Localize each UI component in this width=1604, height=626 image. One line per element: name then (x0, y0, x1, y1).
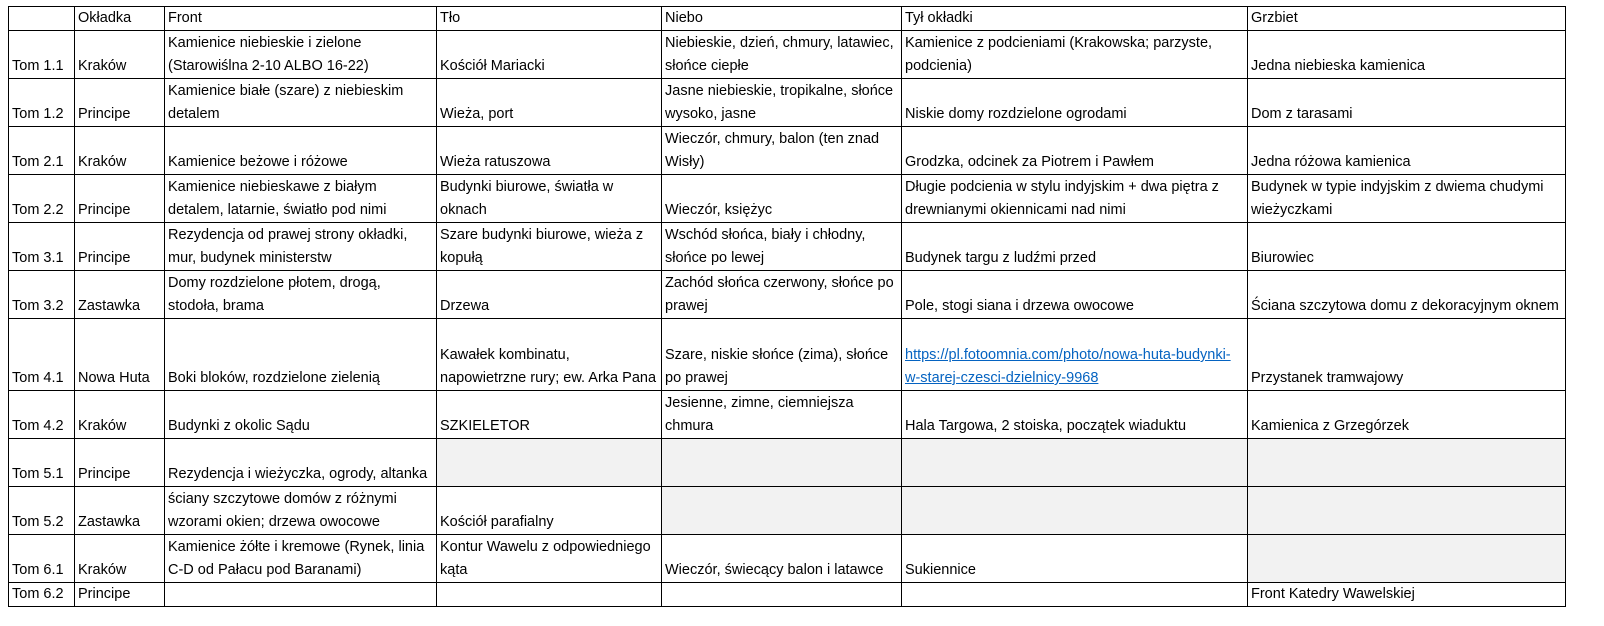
table-row (9, 439, 1566, 487)
cell-front[interactable]: Rezydencja od prawej strony okładki, mur, budynek ministerstw (165, 223, 437, 271)
cell-front[interactable]: Kamienice niebieskie i zielone (Starowiślna 2-10 ALBO 16-22) (165, 31, 437, 79)
cell-grzbiet[interactable]: Kamienica z Grzegórzek (1248, 391, 1566, 439)
cell-okladka[interactable]: Zastawka (75, 487, 165, 535)
cell-front[interactable] (165, 583, 437, 607)
cell-tlo[interactable]: Kościół Mariacki (437, 31, 662, 79)
cell-okladka[interactable]: Kraków (75, 391, 165, 439)
cell-niebo[interactable]: Jesienne, zimne, ciemniejsza chmura (662, 391, 902, 439)
table-row (9, 175, 1566, 223)
cell-okladka[interactable]: Zastawka (75, 271, 165, 319)
table-row (9, 535, 1566, 583)
cell-niebo[interactable]: Wschód słońca, biały i chłodny, słońce po lewej (662, 223, 902, 271)
cell-tom[interactable]: Tom 6.1 (9, 535, 75, 583)
cell-niebo[interactable]: Wieczór, chmury, balon (ten znad Wisły) (662, 127, 902, 175)
cell-tyl[interactable]: Grodzka, odcinek za Piotrem i Pawłem (902, 127, 1248, 175)
cell-tom[interactable]: Tom 2.2 (9, 175, 75, 223)
cell-tlo[interactable]: Szare budynki biurowe, wieża z kopułą (437, 223, 662, 271)
cell-grzbiet[interactable]: Jedna niebieska kamienica (1248, 31, 1566, 79)
cell-tyl[interactable] (902, 319, 1248, 391)
cell-tom[interactable]: Tom 5.2 (9, 487, 75, 535)
cell-niebo[interactable]: Zachód słońca czerwony, słońce po prawej (662, 271, 902, 319)
cell-okladka[interactable]: Kraków (75, 535, 165, 583)
cell-tlo[interactable]: Kontur Wawelu z odpowiedniego kąta (437, 535, 662, 583)
cell-front[interactable]: Budynki z okolic Sądu (165, 391, 437, 439)
cell-grzbiet[interactable] (1248, 487, 1566, 535)
cell-okladka[interactable]: Principe (75, 583, 165, 607)
cell-tlo[interactable]: Budynki biurowe, światła w oknach (437, 175, 662, 223)
cell-tom[interactable]: Tom 5.1 (9, 439, 75, 487)
cell-front[interactable]: Boki bloków, rozdzielone zielenią (165, 319, 437, 391)
cell-niebo[interactable] (662, 439, 902, 487)
header-cell-corner[interactable] (9, 7, 75, 31)
cell-tlo[interactable] (437, 583, 662, 607)
header-cell-okladka[interactable]: Okładka (75, 7, 165, 31)
header-cell-tlo[interactable]: Tło (437, 7, 662, 31)
cell-tom[interactable]: Tom 1.1 (9, 31, 75, 79)
cell-tom[interactable]: Tom 3.1 (9, 223, 75, 271)
cell-grzbiet[interactable]: Przystanek tramwajowy (1248, 319, 1566, 391)
cell-front[interactable]: Kamienice beżowe i różowe (165, 127, 437, 175)
cell-grzbiet[interactable] (1248, 535, 1566, 583)
cell-tyl[interactable]: Hala Targowa, 2 stoiska, początek wiaduktu (902, 391, 1248, 439)
cell-niebo[interactable]: Szare, niskie słońce (zima), słońce po prawej (662, 319, 902, 391)
cell-niebo[interactable]: Jasne niebieskie, tropikalne, słońce wysoko, jasne (662, 79, 902, 127)
table-row (9, 583, 1566, 607)
cell-tom[interactable]: Tom 2.1 (9, 127, 75, 175)
table-row (9, 31, 1566, 79)
cell-tlo[interactable]: Wieża, port (437, 79, 662, 127)
cell-tyl[interactable]: Długie podcienia w stylu indyjskim + dwa piętra z drewnianymi okiennicami nad nimi (902, 175, 1248, 223)
spreadsheet-table (8, 6, 1566, 607)
cell-tyl[interactable]: Sukiennice (902, 535, 1248, 583)
cell-grzbiet[interactable]: Front Katedry Wawelskiej (1248, 583, 1566, 607)
cell-grzbiet[interactable] (1248, 439, 1566, 487)
header-cell-tyl[interactable]: Tył okładki (902, 7, 1248, 31)
cell-okladka[interactable]: Principe (75, 79, 165, 127)
table-row (9, 319, 1566, 391)
table-row (9, 487, 1566, 535)
cell-grzbiet[interactable]: Biurowiec (1248, 223, 1566, 271)
cell-okladka[interactable]: Kraków (75, 127, 165, 175)
table-row (9, 391, 1566, 439)
cell-tyl[interactable] (902, 487, 1248, 535)
cell-front[interactable]: Kamienice żółte i kremowe (Rynek, linia C-D od Pałacu pod Baranami) (165, 535, 437, 583)
cell-okladka[interactable]: Nowa Huta (75, 319, 165, 391)
cell-niebo[interactable]: Wieczór, księżyc (662, 175, 902, 223)
cell-grzbiet[interactable]: Jedna różowa kamienica (1248, 127, 1566, 175)
cell-tyl[interactable] (902, 439, 1248, 487)
header-cell-grzbiet[interactable]: Grzbiet (1248, 7, 1566, 31)
table-row (9, 79, 1566, 127)
cell-tom[interactable]: Tom 4.1 (9, 319, 75, 391)
cell-okladka[interactable]: Principe (75, 223, 165, 271)
table-row (9, 223, 1566, 271)
cell-tlo[interactable]: Drzewa (437, 271, 662, 319)
cell-front[interactable]: Kamienice niebieskawe z białym detalem, latarnie, światło pod nimi (165, 175, 437, 223)
cell-grzbiet[interactable]: Dom z tarasami (1248, 79, 1566, 127)
cell-tom[interactable]: Tom 1.2 (9, 79, 75, 127)
cell-tyl[interactable] (902, 583, 1248, 607)
header-cell-niebo[interactable]: Niebo (662, 7, 902, 31)
cell-niebo[interactable]: Niebieskie, dzień, chmury, latawiec, słońce ciepłe (662, 31, 902, 79)
cell-tlo[interactable]: Kawałek kombinatu, napowietrzne rury; ew. Arka Pana (437, 319, 662, 391)
cell-front[interactable]: ściany szczytowe domów z różnymi wzorami okien; drzewa owocowe (165, 487, 437, 535)
cell-tyl[interactable]: Kamienice z podcieniami (Krakowska; parzyste, podcienia) (902, 31, 1248, 79)
cell-tyl[interactable]: Pole, stogi siana i drzewa owocowe (902, 271, 1248, 319)
table-row (9, 127, 1566, 175)
cell-niebo[interactable] (662, 583, 902, 607)
cell-tlo[interactable]: Kościół parafialny (437, 487, 662, 535)
cell-tlo[interactable]: SZKIELETOR (437, 391, 662, 439)
cell-tom[interactable]: Tom 6.2 (9, 583, 75, 607)
cell-tlo[interactable] (437, 439, 662, 487)
cell-grzbiet[interactable]: Budynek w typie indyjskim z dwiema chudymi wieżyczkami (1248, 175, 1566, 223)
cell-tom[interactable]: Tom 4.2 (9, 391, 75, 439)
header-row (9, 7, 1566, 31)
cell-front[interactable]: Rezydencja i wieżyczka, ogrody, altanka (165, 439, 437, 487)
cell-tyl[interactable]: Niskie domy rozdzielone ogrodami (902, 79, 1248, 127)
cell-grzbiet[interactable]: Ściana szczytowa domu z dekoracyjnym oknem (1248, 271, 1566, 319)
header-cell-front[interactable]: Front (165, 7, 437, 31)
cell-okladka[interactable]: Principe (75, 175, 165, 223)
cell-front[interactable]: Kamienice białe (szare) z niebieskim detalem (165, 79, 437, 127)
cell-niebo[interactable] (662, 487, 902, 535)
table-row (9, 271, 1566, 319)
cell-okladka[interactable]: Principe (75, 439, 165, 487)
cell-tlo[interactable]: Wieża ratuszowa (437, 127, 662, 175)
cell-niebo[interactable]: Wieczór, świecący balon i latawce (662, 535, 902, 583)
cell-tom[interactable]: Tom 3.2 (9, 271, 75, 319)
cell-tyl[interactable]: Budynek targu z ludźmi przed (902, 223, 1248, 271)
hyperlink[interactable]: https://pl.fotoomnia.com/photo/nowa-huta-budynki-w-starej-czesci-dzielnicy-9968 (905, 347, 1231, 386)
cell-okladka[interactable]: Kraków (75, 31, 165, 79)
cell-front[interactable]: Domy rozdzielone płotem, drogą, stodoła, brama (165, 271, 437, 319)
